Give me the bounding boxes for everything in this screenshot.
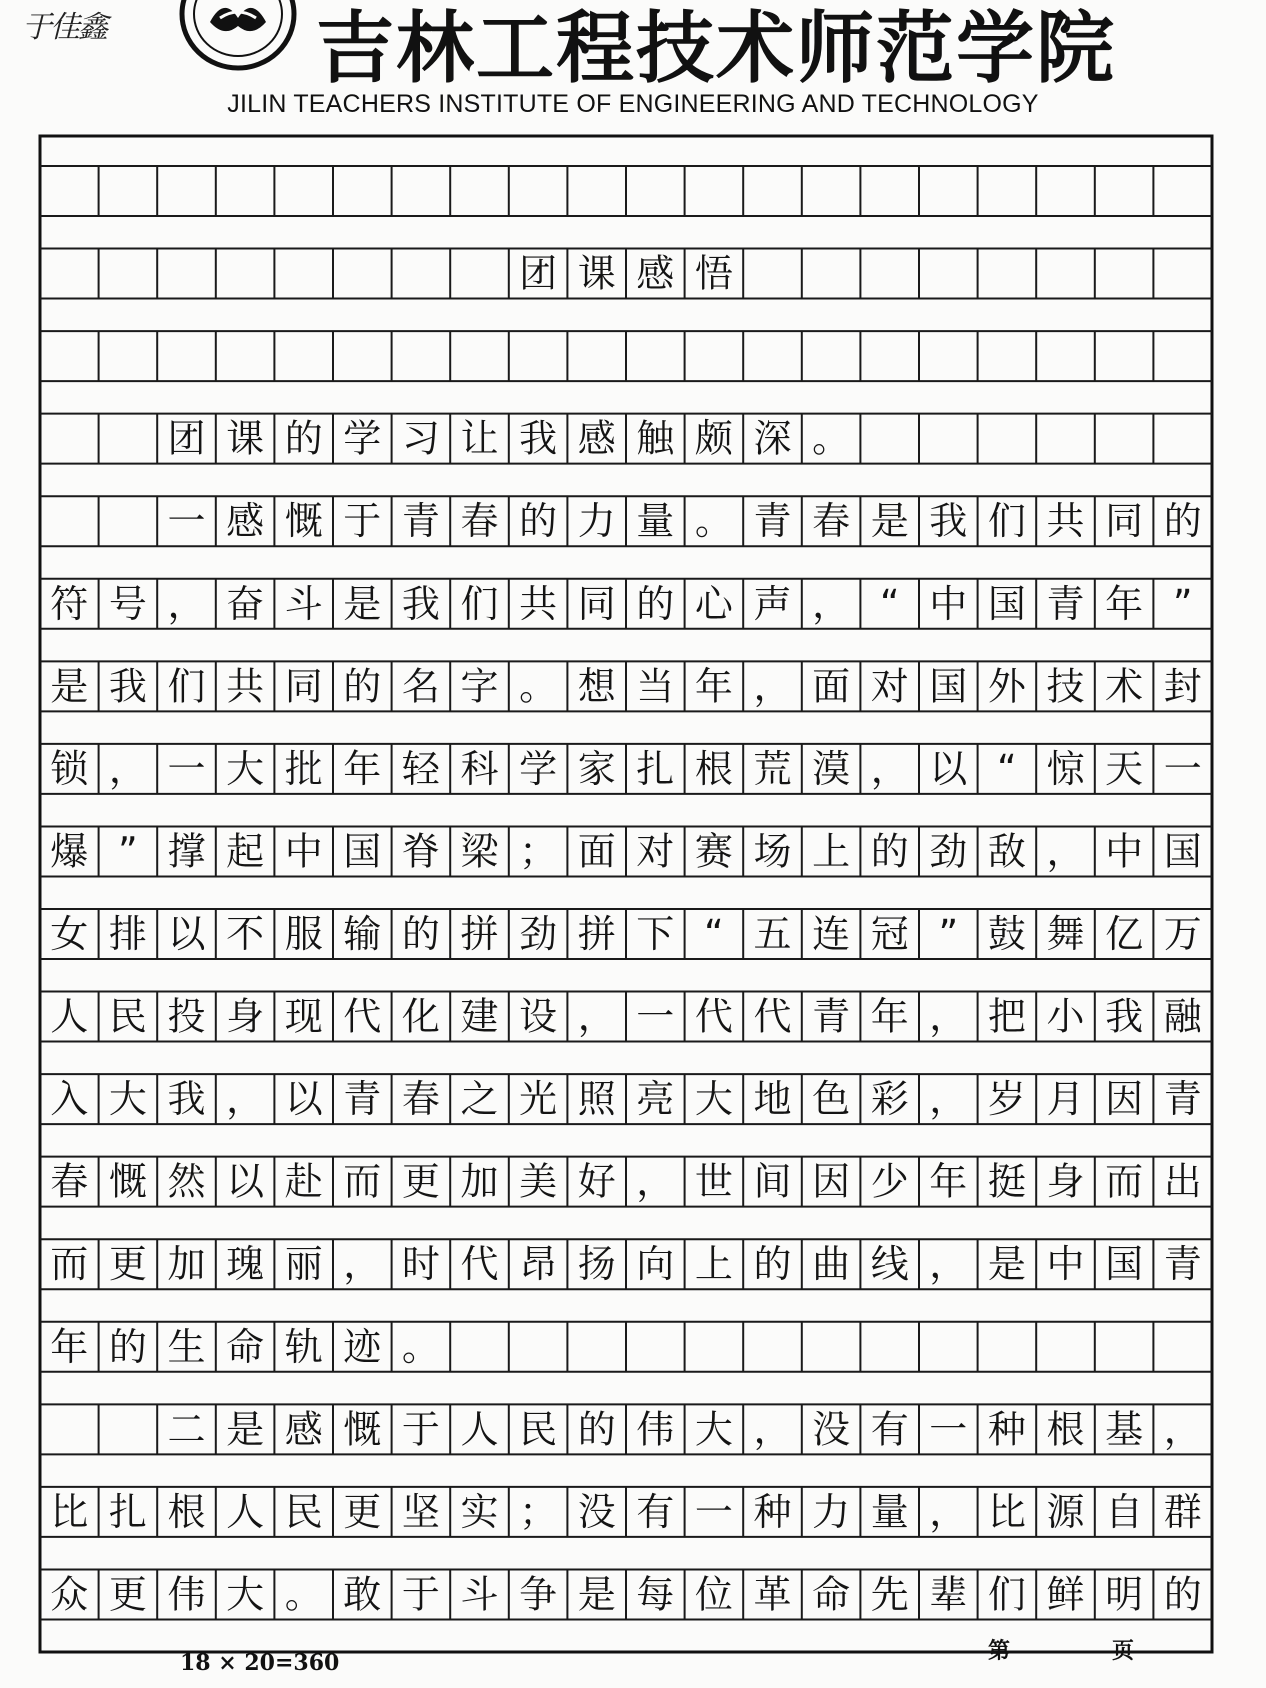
grid-char: 荒 xyxy=(753,746,792,791)
grid-char: 年 xyxy=(694,664,733,709)
grid-char: 于 xyxy=(401,1572,440,1617)
grid-char: 触 xyxy=(636,416,675,461)
grid-char: 下 xyxy=(636,912,675,956)
grid-char: 青 xyxy=(1163,1077,1202,1122)
grid-char: 根 xyxy=(1046,1407,1085,1452)
grid-char: 的 xyxy=(108,1324,147,1369)
grid-char: 慨 xyxy=(284,499,323,544)
grid-char: ， xyxy=(753,1407,792,1452)
grid-char: 声 xyxy=(753,581,792,626)
grid-char: 群 xyxy=(1163,1489,1202,1534)
grid-char: 外 xyxy=(987,664,1026,709)
grid-char: 根 xyxy=(167,1489,206,1534)
grid-char: 一 xyxy=(694,1489,733,1534)
grid-char: 而 xyxy=(343,1159,382,1204)
grid-char: 慨 xyxy=(108,1159,147,1204)
grid-char: 是 xyxy=(50,664,89,709)
grid-char: ” xyxy=(118,829,138,874)
grid-char: 身 xyxy=(1046,1159,1085,1204)
grid-char: 的 xyxy=(753,1242,792,1287)
grid-char: 自 xyxy=(1105,1489,1144,1534)
grid-char: 光 xyxy=(519,1077,558,1122)
grid-char: 当 xyxy=(636,664,675,709)
grid-char: ， xyxy=(929,1489,968,1534)
grid-char: 舞 xyxy=(1046,912,1085,956)
grid-char: 大 xyxy=(694,1077,733,1122)
grid-char: 赴 xyxy=(284,1159,323,1204)
grid-char: 一 xyxy=(167,499,206,544)
grid-char: 更 xyxy=(108,1572,147,1617)
grid-char: 身 xyxy=(226,994,265,1039)
grid-char: ， xyxy=(108,746,147,791)
grid-char: 符 xyxy=(50,581,89,626)
grid-char: 起 xyxy=(226,829,265,874)
grid-char: 每 xyxy=(636,1572,675,1617)
grid-char: 是 xyxy=(577,1572,616,1617)
grid-char: 名 xyxy=(401,664,440,709)
grid-char: 以 xyxy=(929,746,968,791)
grid-char: 年 xyxy=(1105,581,1144,626)
grid-char: 设 xyxy=(519,994,558,1039)
grid-char: 输 xyxy=(343,912,382,956)
grid-char: 是 xyxy=(226,1407,265,1452)
grid-char: 我 xyxy=(929,499,968,544)
grid-char: 年 xyxy=(343,746,382,791)
grid-char: 年 xyxy=(929,1159,968,1204)
grid-char: 奋 xyxy=(226,581,265,626)
grid-char: ， xyxy=(929,994,968,1039)
grid-char: 亮 xyxy=(636,1077,675,1122)
grid-char: 家 xyxy=(577,746,616,791)
grid-char: 地 xyxy=(753,1077,792,1122)
grid-char: ， xyxy=(1046,829,1085,874)
grid-char: 争 xyxy=(519,1572,558,1617)
grid-char: 于 xyxy=(343,499,382,544)
grid-char: 岁 xyxy=(987,1077,1026,1122)
grid-char: 扬 xyxy=(577,1242,616,1287)
grid-char: 敢 xyxy=(343,1572,382,1617)
grid-char: 的 xyxy=(577,1407,616,1452)
grid-char: 的 xyxy=(401,912,440,956)
grid-char: 向 xyxy=(636,1242,675,1287)
grid-char: 锁 xyxy=(50,746,89,791)
grid-char: 年 xyxy=(50,1324,89,1369)
grid-char: 们 xyxy=(167,664,206,709)
grid-char: 小 xyxy=(1046,994,1085,1039)
grid-char: 梁 xyxy=(460,829,499,874)
grid-char: “ xyxy=(879,581,900,626)
grid-char: ” xyxy=(938,912,959,956)
grid-char: 服 xyxy=(284,912,323,956)
grid-char: 民 xyxy=(108,994,147,1039)
grid-char: ， xyxy=(577,994,616,1039)
grid-char: 更 xyxy=(401,1159,440,1204)
grid-char: 春 xyxy=(401,1077,440,1122)
grid-char: 命 xyxy=(812,1572,851,1617)
grid-char: 女 xyxy=(50,912,89,956)
grid-char: 位 xyxy=(694,1572,733,1617)
grid-char: 脊 xyxy=(401,829,440,874)
grid-char: 有 xyxy=(870,1407,909,1452)
grid-char: 人 xyxy=(50,994,89,1039)
grid-char: 批 xyxy=(284,746,323,791)
grid-char: 共 xyxy=(1046,499,1085,544)
grid-char: 线 xyxy=(870,1242,909,1287)
grid-char: 民 xyxy=(519,1407,558,1452)
grid-char: 颇 xyxy=(694,416,733,461)
grid-char: 感 xyxy=(577,416,616,461)
grid-char: 敌 xyxy=(987,829,1026,874)
grid-char: 青 xyxy=(812,994,851,1039)
grid-char: 我 xyxy=(167,1077,206,1122)
grid-char: 量 xyxy=(870,1489,909,1534)
grid-char: 感 xyxy=(284,1407,323,1452)
grid-char: 以 xyxy=(284,1077,323,1122)
grid-char: 。 xyxy=(401,1324,440,1369)
grid-char: 二 xyxy=(167,1407,206,1452)
grid-char: 斗 xyxy=(284,581,323,626)
grid-count-label: 18 × 20=360 xyxy=(180,1650,340,1676)
grid-char: 是 xyxy=(343,581,382,626)
grid-char: “ xyxy=(704,912,724,956)
grid-char: 有 xyxy=(636,1489,675,1534)
grid-char: 照 xyxy=(577,1077,616,1122)
grid-char: 心 xyxy=(694,581,733,626)
grid-char: 坚 xyxy=(401,1489,440,1534)
grid-char: 更 xyxy=(343,1489,382,1534)
grid-char: 劲 xyxy=(929,829,968,874)
grid-char: 昂 xyxy=(519,1242,558,1287)
grid-char: 而 xyxy=(1105,1159,1144,1204)
grid-char: 代 xyxy=(694,994,733,1039)
grid-char: 的 xyxy=(636,581,675,626)
grid-char: 术 xyxy=(1105,664,1144,709)
grid-char: 大 xyxy=(694,1407,733,1452)
grid-char: 们 xyxy=(987,499,1026,544)
grid-char: 场 xyxy=(753,829,792,874)
grid-char: ， xyxy=(167,581,206,626)
grid-char: 美 xyxy=(519,1159,558,1204)
grid-char: 青 xyxy=(753,499,792,544)
grid-char: 扎 xyxy=(636,746,675,791)
grid-char: 天 xyxy=(1105,746,1144,791)
grid-char: 面 xyxy=(812,664,851,709)
grid-char: 没 xyxy=(812,1407,851,1452)
grid-char: 代 xyxy=(460,1242,499,1287)
grid-char: 的 xyxy=(1163,1572,1202,1617)
grid-char: 惊 xyxy=(1046,746,1085,791)
grid-char: 拼 xyxy=(460,912,499,956)
grid-char: 的 xyxy=(519,499,558,544)
grid-char: ； xyxy=(519,829,558,874)
grid-char: 的 xyxy=(284,416,323,461)
grid-char: 好 xyxy=(577,1159,616,1204)
grid-char: 青 xyxy=(401,499,440,544)
grid-char: 力 xyxy=(577,499,616,544)
grid-char: 国 xyxy=(987,581,1026,626)
grid-char: 。 xyxy=(812,416,851,461)
grid-char: 伟 xyxy=(636,1407,675,1452)
grid-char: 以 xyxy=(167,912,206,956)
grid-char: 民 xyxy=(284,1489,323,1534)
grid-char: 出 xyxy=(1163,1159,1202,1204)
grid-char: 斗 xyxy=(460,1572,499,1617)
grid-char: 青 xyxy=(343,1077,382,1122)
grid-char: 量 xyxy=(636,499,675,544)
grid-char: 生 xyxy=(167,1324,206,1369)
grid-char: 我 xyxy=(401,581,440,626)
grid-char: 同 xyxy=(577,581,616,626)
grid-char: 同 xyxy=(284,664,323,709)
page-label-di: 第 xyxy=(988,1638,1011,1664)
grid-char: 爆 xyxy=(50,829,89,874)
grid-char: 伟 xyxy=(167,1572,206,1617)
grid-char: 人 xyxy=(226,1489,265,1534)
grid-char: 众 xyxy=(50,1572,89,1617)
grid-char: 化 xyxy=(401,994,440,1039)
grid-char: 根 xyxy=(694,746,733,791)
grid-char: 团 xyxy=(519,251,558,296)
grid-char: 比 xyxy=(50,1489,89,1534)
grid-char: 同 xyxy=(1105,499,1144,544)
grid-char: ， xyxy=(812,581,851,626)
grid-char: 投 xyxy=(167,994,206,1039)
grid-char: ， xyxy=(1163,1407,1202,1452)
grid-char: 感 xyxy=(636,251,675,296)
grid-char: 习 xyxy=(401,416,440,461)
grid-char: 瑰 xyxy=(226,1242,265,1287)
school-name: 吉林工程技术师范学院 xyxy=(316,3,1117,94)
grid-char: 色 xyxy=(812,1077,851,1122)
grid-char: 春 xyxy=(812,499,851,544)
grid-char: “ xyxy=(997,746,1017,791)
grid-char: ， xyxy=(753,664,792,709)
grid-char: 轨 xyxy=(284,1324,323,1369)
grid-char: 比 xyxy=(987,1489,1026,1534)
grid-char: 科 xyxy=(460,746,499,791)
grid-char: 深 xyxy=(753,416,792,461)
grid-char: 上 xyxy=(694,1242,733,1287)
grid-char: 国 xyxy=(1163,829,1202,874)
grid-char: 亿 xyxy=(1105,912,1144,956)
grid-char: 中 xyxy=(284,829,323,874)
grid-char: 之 xyxy=(460,1077,499,1122)
grid-char: 共 xyxy=(226,664,265,709)
grid-char: ， xyxy=(929,1242,968,1287)
grid-char: 中 xyxy=(1105,829,1144,874)
grid-char: 不 xyxy=(226,912,265,956)
grid-char: 春 xyxy=(50,1159,89,1204)
grid-char: 加 xyxy=(167,1242,206,1287)
grid-char: 源 xyxy=(1046,1489,1085,1534)
grid-char: 一 xyxy=(636,994,675,1039)
grid-char: 撑 xyxy=(167,829,206,874)
grid-char: 明 xyxy=(1105,1572,1144,1617)
grid-char: 上 xyxy=(812,829,851,874)
grid-char: 代 xyxy=(343,994,382,1039)
grid-char: 中 xyxy=(1046,1242,1085,1287)
grid-char: 鲜 xyxy=(1046,1572,1085,1617)
grid-char: 们 xyxy=(987,1572,1026,1617)
grid-char: 劲 xyxy=(519,912,558,956)
signature: 于佳鑫 xyxy=(22,10,106,45)
grid-char: ” xyxy=(1172,581,1193,626)
grid-char: 青 xyxy=(1163,1242,1202,1287)
grid-char: 学 xyxy=(519,746,558,791)
grid-char: 国 xyxy=(1105,1242,1144,1287)
grid-char: 让 xyxy=(460,416,499,461)
grid-char: 面 xyxy=(577,829,616,874)
grid-char: 月 xyxy=(1046,1077,1085,1122)
grid-char: 的 xyxy=(343,664,382,709)
grid-char: 我 xyxy=(1105,994,1144,1039)
grid-char: 想 xyxy=(577,664,616,709)
grid-char: 曲 xyxy=(812,1242,851,1287)
page-label-ye: 页 xyxy=(1112,1638,1135,1664)
grid-char: 冠 xyxy=(870,912,909,956)
grid-char: 融 xyxy=(1163,994,1202,1039)
grid-char: 世 xyxy=(694,1159,733,1204)
grid-char: 间 xyxy=(753,1159,792,1204)
grid-char: 共 xyxy=(519,581,558,626)
grid-char: 更 xyxy=(108,1242,147,1287)
grid-char: 种 xyxy=(753,1489,792,1534)
grid-char: ， xyxy=(343,1242,382,1287)
grid-char: 赛 xyxy=(694,829,733,874)
grid-char: 丽 xyxy=(284,1242,323,1287)
grid-char: 春 xyxy=(460,499,499,544)
grid-char: 课 xyxy=(577,251,616,296)
grid-char: 封 xyxy=(1163,664,1202,709)
grid-char: 万 xyxy=(1163,912,1202,956)
grid-char: 课 xyxy=(226,416,265,461)
grid-char: 慨 xyxy=(343,1407,382,1452)
grid-char: 五 xyxy=(753,912,792,956)
grid-char: 漠 xyxy=(812,746,851,791)
grid-char: 加 xyxy=(460,1159,499,1204)
grid-char: 大 xyxy=(108,1077,147,1122)
grid-char: 建 xyxy=(460,994,499,1039)
grid-char: 因 xyxy=(812,1159,851,1204)
grid-char: 代 xyxy=(753,994,792,1039)
grid-char: 们 xyxy=(460,581,499,626)
grid-char: 以 xyxy=(226,1159,265,1204)
grid-char: 入 xyxy=(50,1077,89,1122)
grid-char: 于 xyxy=(401,1407,440,1452)
grid-char: ， xyxy=(870,746,909,791)
grid-char: 轻 xyxy=(401,746,440,791)
grid-char: 力 xyxy=(812,1489,851,1534)
grid-char: 拼 xyxy=(577,912,616,956)
grid-char: 革 xyxy=(753,1572,792,1617)
grid-char: 一 xyxy=(929,1407,968,1452)
grid-char: 鼓 xyxy=(987,912,1026,956)
grid-char: 一 xyxy=(1163,746,1202,791)
grid-char: 是 xyxy=(870,499,909,544)
grid-char: 感 xyxy=(226,499,265,544)
grid-char: 的 xyxy=(870,829,909,874)
grid-char: 人 xyxy=(460,1407,499,1452)
grid-char: 实 xyxy=(460,1489,499,1534)
grid-char: 种 xyxy=(987,1407,1026,1452)
grid-char: 时 xyxy=(401,1242,440,1287)
grid-char: 我 xyxy=(519,416,558,461)
school-name-english: JILIN TEACHERS INSTITUTE OF ENGINEERING AND TECHNOLOGY xyxy=(227,90,1039,118)
grid-char: 彩 xyxy=(870,1077,909,1122)
grid-char: 国 xyxy=(929,664,968,709)
grid-char: 没 xyxy=(577,1489,616,1534)
grid-char: ， xyxy=(226,1077,265,1122)
grid-char: 。 xyxy=(284,1572,323,1617)
grid-char: 连 xyxy=(812,912,851,956)
grid-char: 号 xyxy=(108,581,147,626)
grid-char: 扎 xyxy=(108,1489,147,1534)
grid-char: 。 xyxy=(694,499,733,544)
grid-char: 把 xyxy=(987,994,1026,1039)
grid-char: 一 xyxy=(167,746,206,791)
grid-char: 先 xyxy=(870,1572,909,1617)
grid-char: 团 xyxy=(167,416,206,461)
grid-char: 的 xyxy=(1163,499,1202,544)
grid-char: 国 xyxy=(343,829,382,874)
grid-char: 迹 xyxy=(343,1324,382,1369)
grid-char: ； xyxy=(519,1489,558,1534)
grid-char: 年 xyxy=(870,994,909,1039)
grid-char: 命 xyxy=(226,1324,265,1369)
grid-char: 排 xyxy=(108,912,147,956)
grid-char: 对 xyxy=(870,664,909,709)
grid-char: 青 xyxy=(1046,581,1085,626)
grid-char: 而 xyxy=(50,1242,89,1287)
grid-char: 字 xyxy=(460,664,499,709)
grid-char: 中 xyxy=(929,581,968,626)
grid-char: 技 xyxy=(1046,664,1085,709)
grid-char: 。 xyxy=(519,664,558,709)
grid-char: 挺 xyxy=(987,1159,1026,1204)
grid-char: 悟 xyxy=(694,251,733,296)
grid-char: 对 xyxy=(636,829,675,874)
grid-char: ， xyxy=(636,1159,675,1204)
grid-char: 少 xyxy=(870,1159,909,1204)
grid-char: ， xyxy=(929,1077,968,1122)
grid-char: 大 xyxy=(226,746,265,791)
grid-char: 学 xyxy=(343,416,382,461)
grid-char: 辈 xyxy=(929,1572,968,1617)
grid-char: 是 xyxy=(987,1242,1026,1287)
grid-char: 现 xyxy=(284,994,323,1039)
grid-char: 因 xyxy=(1105,1077,1144,1122)
grid-char: 大 xyxy=(226,1572,265,1617)
grid-char: 我 xyxy=(108,664,147,709)
grid-char: 然 xyxy=(167,1159,206,1204)
grid-char: 基 xyxy=(1105,1407,1144,1452)
